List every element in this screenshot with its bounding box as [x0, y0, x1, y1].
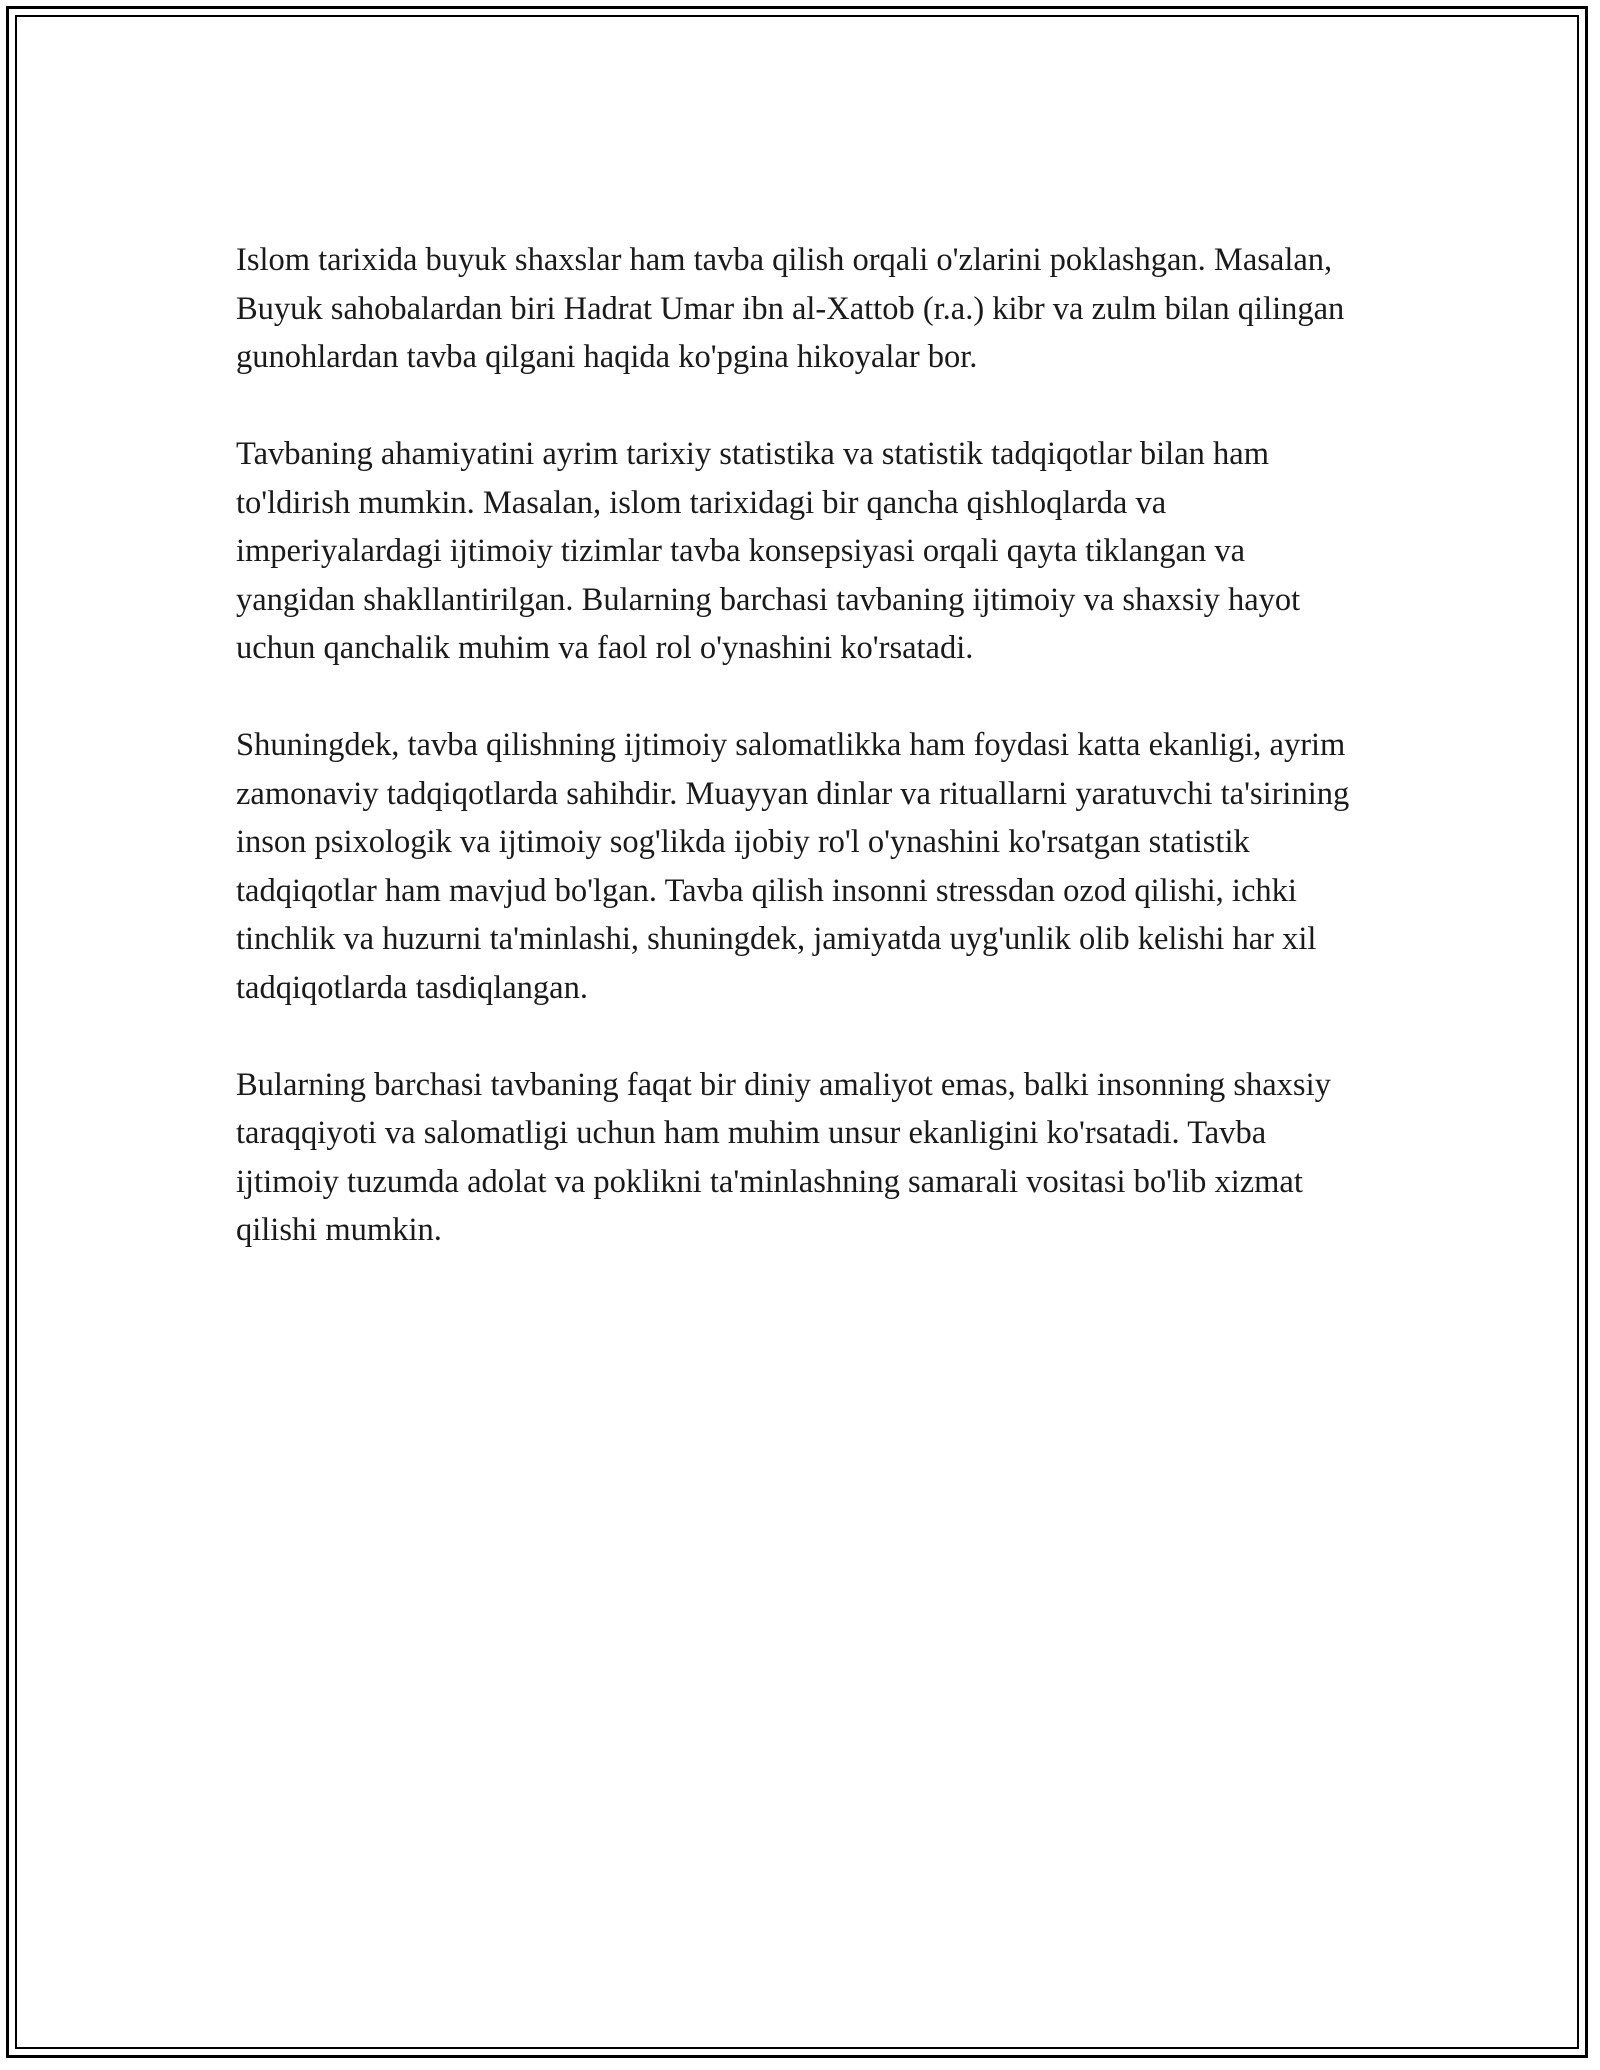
paragraph-1: Islom tarixida buyuk shaxslar ham tavba qilish orqali o'zlarini poklashgan. Masalan, Buyuk sahobalardan biri Hadrat Umar ibn al-Xattob (r.a.) kibr va zulm bilan qilingan gunohlardan tavba qilgani haqida ko'pgina hikoyalar bor. [236, 242, 1345, 375]
document-body [236, 236, 1366, 1303]
paragraph-4: Bularning barchasi tavbaning faqat bir diniy amaliyot emas, balki insonning shaxsiy taraqqiyoti va salomatligi uchun ham muhim unsur ekanligini ko'rsatadi. Tavba ijtimoiy tuzumda adolat va poklikni ta'minlashning samarali vositasi bo'lib xizmat qilishi mumkin. [236, 1066, 1331, 1248]
paragraph-3: Shuningdek, tavba qilishning ijtimoiy salomatlikka ham foydasi katta ekanligi, ayrim zamonaviy tadqiqotlarda sahihdir. Muayyan dinlar va rituallarni yaratuvchi ta'sirining inson psixologik va ijtimoiy sog'likda ijobiy ro'l o'ynashini ko'rsatgan statistik tadqiqotlar ham mavjud bo'lgan. Tavba qilish insonni stressdan ozod qilishi, ichki tinchlik va huzurni ta'minlashi, shuningdek, jamiyatda uyg'unlik olib kelishi har xil tadqiqotlarda tasdiqlangan. [236, 727, 1350, 1006]
paragraph-2: Tavbaning ahamiyatini ayrim tarixiy statistika va statistik tadqiqotlar bilan ham to'ldirish mumkin. Masalan, islom tarixidagi bir qancha qishloqlarda va imperiyalardagi ijtimoiy tizimlar tavba konsepsiyasi orqali qayta tiklangan va yangidan shakllantirilgan. Bularning barchasi tavbaning ijtimoiy va shaxsiy hayot uchun qanchalik muhim va faol rol o'ynashini ko'rsatadi. [236, 436, 1301, 666]
